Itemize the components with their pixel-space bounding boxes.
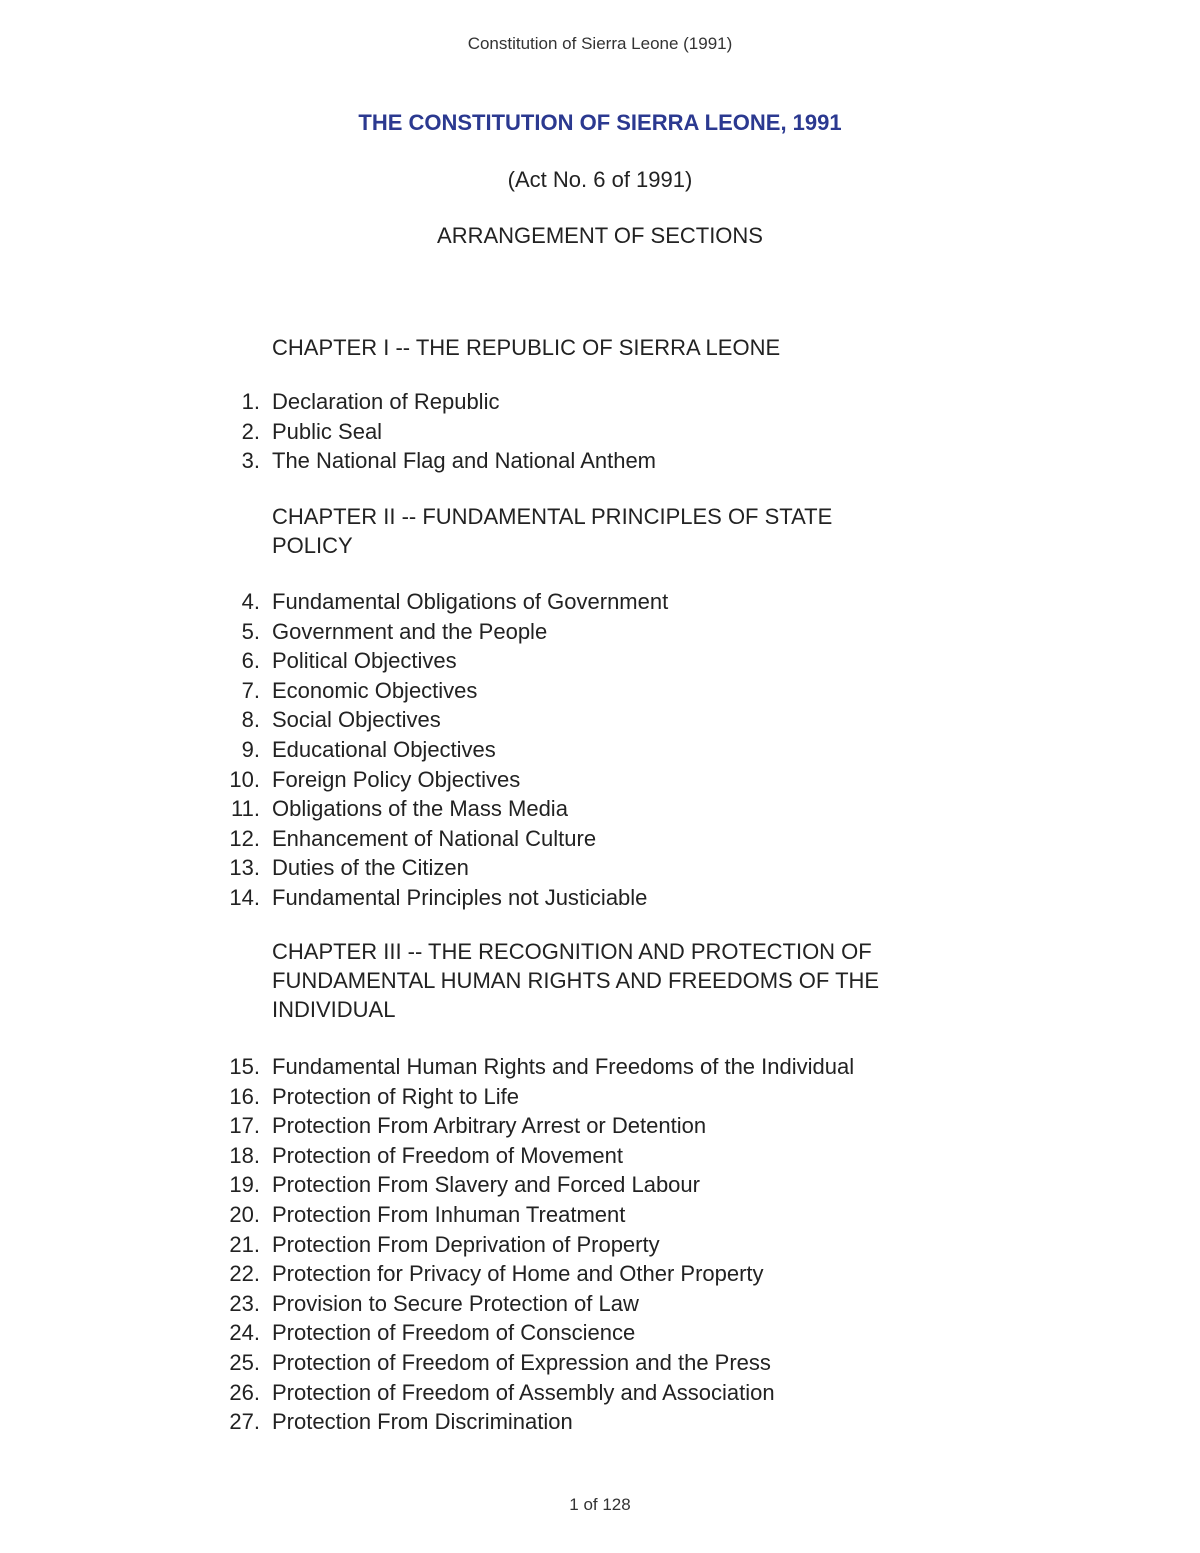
section-number: 11. xyxy=(231,796,260,822)
section-title[interactable]: Fundamental Obligations of Government xyxy=(272,589,669,614)
section-title[interactable]: Protection of Freedom of Expression and the Press xyxy=(272,1349,771,1375)
list-item[interactable] xyxy=(0,1200,1200,1230)
section-title[interactable]: Protection From Deprivation of Property xyxy=(272,1231,660,1257)
section-number: 14. xyxy=(229,884,260,910)
section-number: 27. xyxy=(229,1409,260,1435)
list-item[interactable] xyxy=(0,676,1200,706)
section-title[interactable]: Protection for Privacy of Home and Other Property xyxy=(272,1261,764,1287)
section-number: 19. xyxy=(229,1172,260,1198)
act-number: (Act No. 6 of 1991) xyxy=(507,167,693,192)
section-title[interactable]: Declaration of Republic xyxy=(272,389,500,414)
section-title[interactable]: Provision to Secure Protection of Law xyxy=(272,1290,639,1316)
list-item[interactable] xyxy=(0,446,1200,476)
list-item[interactable] xyxy=(0,853,1200,883)
section-title[interactable]: Foreign Policy Objectives xyxy=(272,766,521,792)
list-item[interactable] xyxy=(0,705,1200,735)
section-title[interactable]: Protection From Arbitrary Arrest or Detention xyxy=(272,1113,707,1139)
list-item[interactable] xyxy=(0,1141,1200,1171)
chapter-1-sections xyxy=(0,387,1200,476)
list-item[interactable] xyxy=(0,617,1200,647)
section-number: 6. xyxy=(241,648,260,674)
list-item[interactable] xyxy=(0,1230,1200,1260)
list-item[interactable] xyxy=(0,387,1200,417)
section-number: 17. xyxy=(229,1113,260,1139)
section-number: 10. xyxy=(229,766,260,792)
section-number: 22. xyxy=(229,1261,260,1287)
section-title[interactable]: Economic Objectives xyxy=(272,677,478,703)
section-number: 8. xyxy=(241,707,260,733)
chapter-heading-1: CHAPTER I -- THE REPUBLIC OF SIERRA LEONE xyxy=(272,335,781,360)
section-number: 15. xyxy=(229,1054,260,1079)
list-item[interactable] xyxy=(0,735,1200,765)
section-number: 4. xyxy=(241,589,260,614)
list-item[interactable] xyxy=(0,1259,1200,1289)
list-item[interactable] xyxy=(0,765,1200,795)
section-number: 3. xyxy=(241,448,260,474)
section-title[interactable]: Educational Objectives xyxy=(272,736,496,762)
list-item[interactable] xyxy=(0,1111,1200,1141)
section-title[interactable]: Protection of Right to Life xyxy=(272,1083,520,1109)
section-number: 2. xyxy=(241,418,260,444)
section-number: 9. xyxy=(241,736,260,762)
chapter-heading-3: CHAPTER III -- THE RECOGNITION AND PROTECTION OF FUNDAMENTAL HUMAN RIGHTS AND FREEDOMS OF THE INDIVIDUAL xyxy=(272,939,880,1022)
section-title[interactable]: Fundamental Human Rights and Freedoms of the Individual xyxy=(272,1054,855,1079)
chapter-heading-2: CHAPTER II -- FUNDAMENTAL PRINCIPLES OF STATE POLICY xyxy=(272,504,833,558)
list-item[interactable] xyxy=(0,1378,1200,1408)
list-item[interactable] xyxy=(0,1082,1200,1112)
list-item[interactable] xyxy=(0,883,1200,913)
section-number: 25. xyxy=(229,1349,260,1375)
list-item[interactable] xyxy=(0,587,1200,617)
list-item[interactable] xyxy=(0,1407,1200,1437)
section-number: 24. xyxy=(229,1320,260,1346)
section-number: 18. xyxy=(229,1142,260,1168)
section-title[interactable]: Protection From Inhuman Treatment xyxy=(272,1201,626,1227)
section-title[interactable]: The National Flag and National Anthem xyxy=(272,448,657,474)
section-title[interactable]: Public Seal xyxy=(272,418,383,444)
document-title: THE CONSTITUTION OF SIERRA LEONE, 1991 xyxy=(358,110,842,135)
section-title[interactable]: Protection From Discrimination xyxy=(272,1409,573,1435)
section-title[interactable]: Protection of Freedom of Conscience xyxy=(272,1320,636,1346)
section-number: 13. xyxy=(229,855,260,881)
section-title[interactable]: Government and the People xyxy=(272,618,548,644)
list-item[interactable] xyxy=(0,646,1200,676)
section-number: 12. xyxy=(229,825,260,851)
section-title[interactable]: Fundamental Principles not Justiciable xyxy=(272,884,648,910)
section-title[interactable]: Protection of Freedom of Movement xyxy=(272,1142,623,1168)
section-number: 23. xyxy=(229,1290,260,1316)
page-indicator: 1 of 128 xyxy=(569,1495,631,1514)
section-number: 26. xyxy=(229,1379,260,1405)
section-number: 5. xyxy=(241,618,260,644)
list-item[interactable] xyxy=(0,1052,1200,1082)
list-item[interactable] xyxy=(0,824,1200,854)
section-number: 1. xyxy=(241,389,260,414)
section-number: 21. xyxy=(229,1231,260,1257)
section-title[interactable]: Political Objectives xyxy=(272,648,457,674)
list-item[interactable] xyxy=(0,794,1200,824)
section-title[interactable]: Protection of Freedom of Assembly and Association xyxy=(272,1379,775,1405)
chapter-2-sections xyxy=(0,587,1200,913)
list-item[interactable] xyxy=(0,1348,1200,1378)
running-header: Constitution of Sierra Leone (1991) xyxy=(467,34,733,53)
section-title[interactable]: Obligations of the Mass Media xyxy=(272,796,568,822)
section-title[interactable]: Protection From Slavery and Forced Labour xyxy=(272,1172,700,1198)
list-item[interactable] xyxy=(0,1170,1200,1200)
list-item[interactable] xyxy=(0,1289,1200,1319)
section-number: 16. xyxy=(229,1083,260,1109)
section-title[interactable]: Social Objectives xyxy=(272,707,441,733)
list-item[interactable] xyxy=(0,417,1200,447)
section-number: 7. xyxy=(241,677,260,703)
arrangement-heading: ARRANGEMENT OF SECTIONS xyxy=(437,223,763,248)
list-item[interactable] xyxy=(0,1318,1200,1348)
section-title[interactable]: Duties of the Citizen xyxy=(272,855,469,881)
section-number: 20. xyxy=(229,1201,260,1227)
chapter-3-sections xyxy=(0,1052,1200,1437)
section-title[interactable]: Enhancement of National Culture xyxy=(272,825,597,851)
